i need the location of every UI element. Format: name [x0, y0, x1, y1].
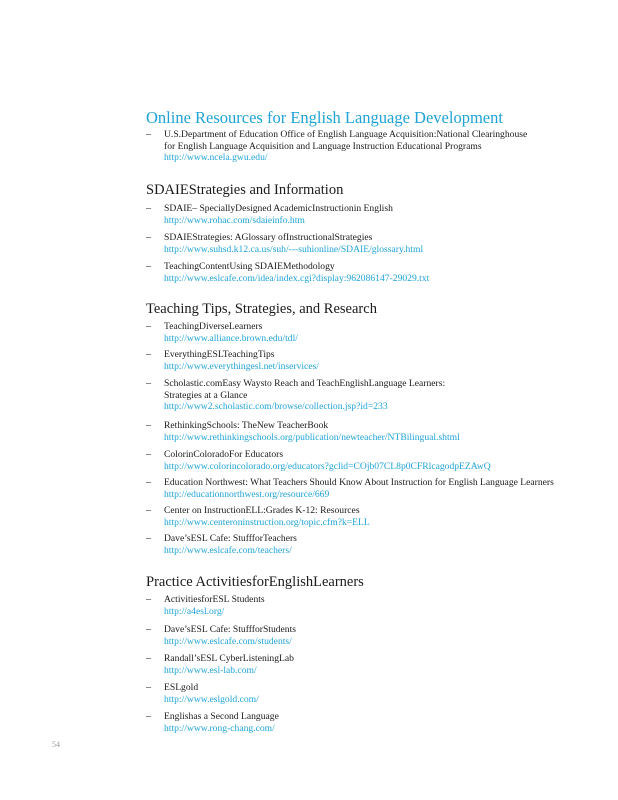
resource-item: [146, 449, 606, 473]
bullet-dash: –: [146, 533, 151, 544]
bullet-dash: –: [146, 420, 151, 431]
resource-title: ActivitiesforESL Students: [164, 594, 265, 605]
bullet-dash: –: [146, 203, 151, 214]
resource-link[interactable]: http://www.eslgold.com/: [164, 693, 259, 705]
resource-link[interactable]: http://www.eslcafe.com/teachers/: [164, 544, 292, 556]
resource-title: EverythingESLTeachingTips: [164, 349, 275, 360]
resource-title: ColorinColoradoFor Educators: [164, 449, 284, 460]
resource-title: TeachingContentUsing SDAIEMethodology: [164, 261, 335, 272]
resource-title: TeachingDiverseLearners: [164, 321, 263, 332]
resource-link[interactable]: http://www.rethinkingschools.org/publication/newteacher/NTBilingual.shtml: [164, 431, 460, 443]
resource-link[interactable]: http://www.alliance.brown.edu/tdl/: [164, 332, 298, 344]
resource-title: Education Northwest: What Teachers Should Know About Instruction for English Language Learners: [164, 477, 554, 488]
resource-item: [146, 505, 606, 529]
bullet-dash: –: [146, 321, 151, 332]
resource-item: [146, 321, 606, 345]
bullet-dash: –: [146, 349, 151, 360]
resource-title: Dave’sESL Cafe: StuffforStudents: [164, 624, 296, 635]
bullet-dash: –: [146, 682, 151, 693]
resource-title: ESLgold: [164, 682, 199, 693]
resource-item: [146, 711, 606, 735]
resource-item: [146, 349, 606, 373]
resource-link[interactable]: http://www.eslcafe.com/students/: [164, 635, 292, 647]
resource-item: [146, 378, 606, 413]
resource-item: [146, 594, 606, 618]
resource-title: Randall’sESL CyberListeningLab: [164, 653, 294, 664]
resource-link[interactable]: http://www.suhsd.k12.ca.us/suh/---suhionline/SDAIE/glossary.html: [164, 243, 424, 255]
resource-link[interactable]: http://www.ncela.gwu.edu/: [164, 152, 268, 163]
resource-link[interactable]: http://a4esl.org/: [164, 605, 225, 617]
resource-item: [146, 203, 606, 227]
bullet-dash: –: [146, 129, 151, 140]
resource-item: [146, 477, 606, 501]
section-title: Practice ActivitiesforEnglishLearners: [146, 574, 364, 590]
page-title: Online Resources for English Language Development: [146, 108, 503, 127]
resource-item: [146, 232, 606, 256]
resource-title: Dave’sESL Cafe: StuffforTeachers: [164, 533, 297, 544]
bullet-dash: –: [146, 378, 151, 389]
resource-title: Strategies at a Glance: [164, 389, 248, 401]
bullet-dash: –: [146, 505, 151, 516]
resource-item: [146, 533, 606, 557]
resource-link[interactable]: http://www.rohac.com/sdaieinfo.htm: [164, 214, 305, 226]
resource-title: Center on InstructionELL:Grades K-12: Resources: [164, 505, 360, 516]
resource-title: SDAIEStrategies: AGlossary ofInstructionalStrategies: [164, 232, 373, 243]
resource-item: [146, 261, 606, 285]
resource-title: for English Language Acquisition and Language Instruction Educational Programs: [164, 140, 482, 152]
resource-title: SDAIE– SpeciallyDesigned AcademicInstructionin English: [164, 203, 393, 214]
page-number: 54: [52, 740, 60, 749]
bullet-dash: –: [146, 594, 151, 605]
resource-link[interactable]: http://www.centeroninstruction.org/topic.cfm?k=ELL: [164, 516, 370, 528]
resource-link[interactable]: http://www.eslcafe.com/idea/index.cgi?display:962086147-29029.txt: [164, 272, 430, 284]
bullet-dash: –: [146, 477, 151, 488]
resource-link[interactable]: http://www.rong-chang.com/: [164, 722, 275, 734]
bullet-dash: –: [146, 624, 151, 635]
resource-link[interactable]: http://www2.scholastic.com/browse/collection.jsp?id=233: [164, 401, 388, 412]
resource-title: RethinkingSchools: TheNew TeacherBook: [164, 420, 329, 431]
resource-item: [146, 624, 606, 648]
resource-link[interactable]: http://educationnorthwest.org/resource/669: [164, 488, 330, 500]
resource-title: U.S.Department of Education Office of English Language Acquisition:National Clearinghouse: [164, 129, 528, 140]
resource-link[interactable]: http://www.colorincolorado.org/educators?gclid=COjb07CL8p0CFRlcagodpEZAwQ: [164, 460, 491, 472]
resource-title: Scholastic.comEasy Waysto Reach and TeachEnglishLanguage Learners:: [164, 378, 446, 389]
bullet-dash: –: [146, 261, 151, 272]
bullet-dash: –: [146, 653, 151, 664]
section-title: SDAIEStrategies and Information: [146, 182, 344, 198]
resource-title: Englishas a Second Language: [164, 711, 279, 722]
resource-link[interactable]: http://www.everythingesl.net/inservices/: [164, 360, 319, 372]
resource-item: [146, 420, 606, 444]
section-title: Teaching Tips, Strategies, and Research: [146, 301, 377, 317]
resource-link[interactable]: http://www.esl-lab.com/: [164, 664, 257, 676]
bullet-dash: –: [146, 232, 151, 243]
bullet-dash: –: [146, 449, 151, 460]
resource-item: [146, 129, 606, 164]
bullet-dash: –: [146, 711, 151, 722]
resource-item: [146, 653, 606, 677]
resource-item: [146, 682, 606, 706]
